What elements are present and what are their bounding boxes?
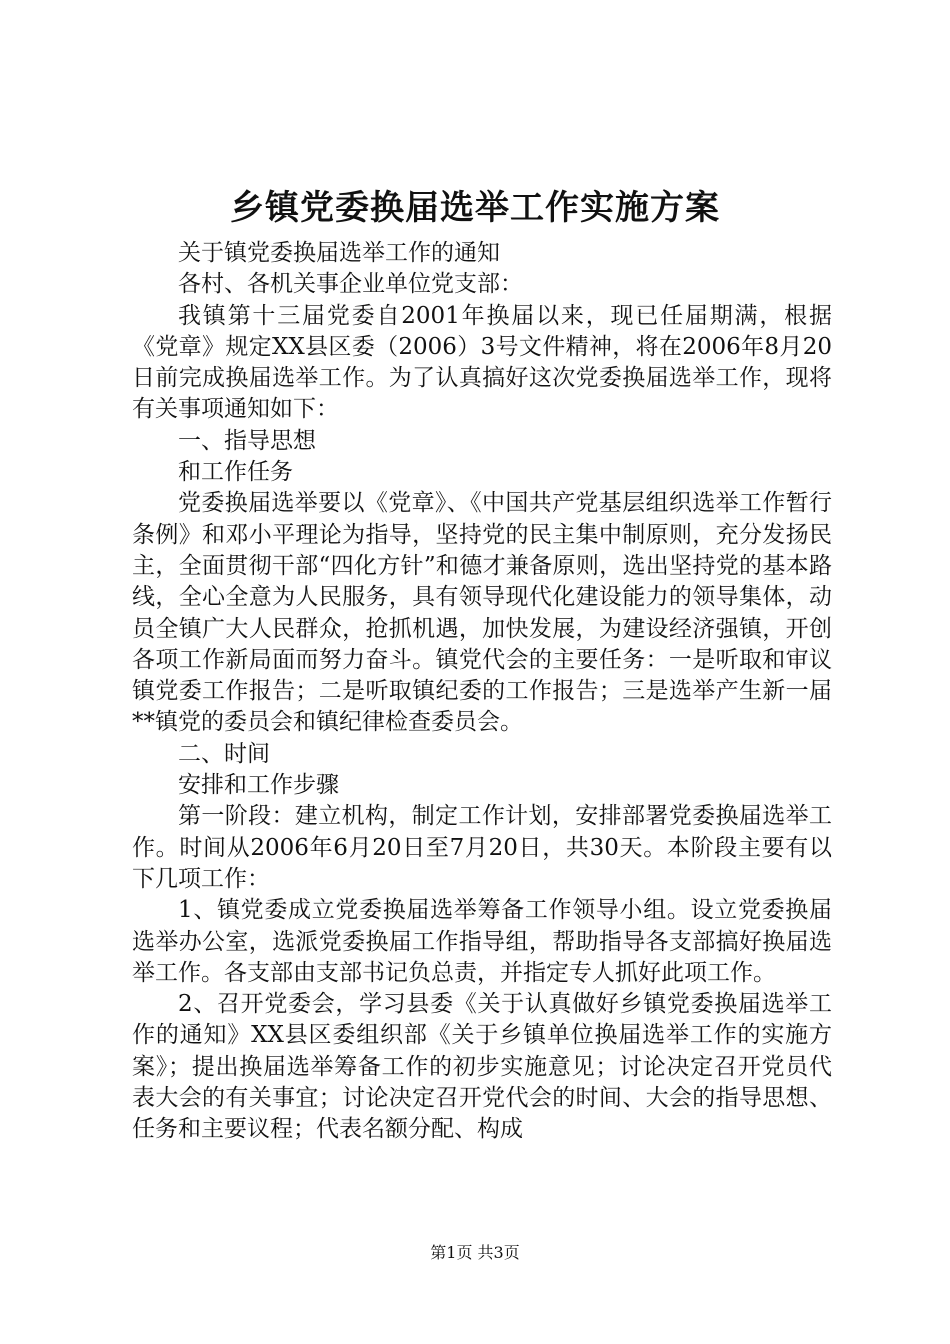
section-heading-tasks: 和工作任务 xyxy=(178,459,293,486)
item-1-paragraph: 1、镇党委成立党委换届选举筹备工作领导小组。设立党委换届选举办公室，选派党委换届工作指导组，帮助指导各支部搞好换届选举工作。各支部由支部书记负总责，并指定专人抓好此项工作。 xyxy=(132,897,832,986)
section-heading-time: 二、时间 xyxy=(178,740,270,767)
document-body xyxy=(132,238,832,1146)
stage-one-paragraph: 第一阶段：建立机构，制定工作计划，安排部署党委换届选举工作。时间从2006年6月20日至7月20日，共30天。本阶段主要有以下几项工作： xyxy=(132,803,832,892)
section-heading-steps: 安排和工作步骤 xyxy=(178,772,339,799)
intro-paragraph: 我镇第十三届党委自2001年换届以来，现已任届期满，根据《党章》规定XX县区委（2006）3号文件精神，将在2006年8月20日前完成换届选举工作。为了认真搞好这次党委换届选举工作，现将有关事项通知如下： xyxy=(132,302,832,423)
page-number: 第1页 共3页 xyxy=(430,1243,520,1262)
section-heading-guiding-thought: 一、指导思想 xyxy=(178,427,316,454)
document-title: 乡镇党委换届选举工作实施方案 xyxy=(230,188,720,228)
guiding-paragraph: 党委换届选举要以《党章》、《中国共产党基层组织选举工作暂行条例》和邓小平理论为指导，坚持党的民主集中制原则，充分发扬民主，全面贯彻干部“四化方针”和德才兼备原则，选出坚持党的基本路线，全心全意为人民服务，具有领导现代化建设能力的领导集体，动员全镇广大人民群众，抢抓机遇，加快发展，为建设经济强镇，开创各项工作新局面而努力奋斗。镇党代会的主要任务：一是听取和审议镇党委工作报告；二是听取镇纪委的工作报告；三是选举产生新一届**镇党的委员会和镇纪律检查委员会。 xyxy=(132,490,832,736)
recipient-line: 各村、各机关事企业单位党支部： xyxy=(178,271,523,298)
item-2-paragraph: 2、召开党委会，学习县委《关于认真做好乡镇党委换届选举工作的通知》XX县区委组织部《关于乡镇单位换届选举工作的实施方案》；提出换届选举筹备工作的初步实施意见；讨论决定召开党员代表大会的有关事宜；讨论决定召开党代会的时间、大会的指导思想、任务和主要议程；代表名额分配、构成 xyxy=(132,991,832,1143)
notice-heading: 关于镇党委换届选举工作的通知 xyxy=(178,240,500,266)
